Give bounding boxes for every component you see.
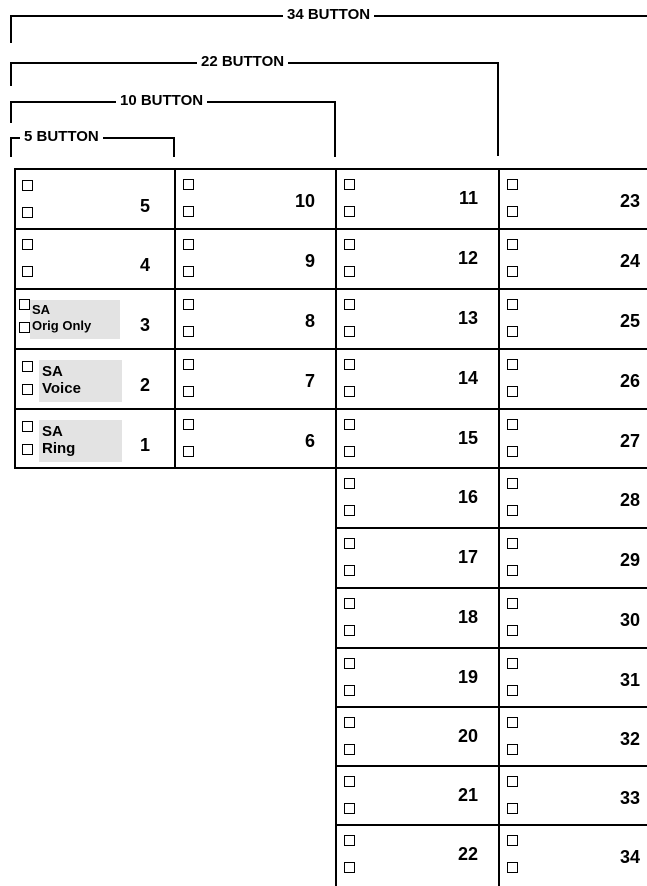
grid-top-border — [14, 168, 647, 170]
grid-hline-right-10 — [335, 765, 647, 767]
button-20-lower-checkbox[interactable] — [344, 744, 355, 755]
button-4-upper-checkbox[interactable] — [22, 239, 33, 250]
sa-ring-line1: SA — [42, 423, 63, 440]
button-number: 12 — [457, 248, 478, 268]
button-number: 23 — [619, 191, 640, 211]
button-8-lower-checkbox[interactable] — [183, 326, 194, 337]
button-number: 15 — [457, 428, 478, 448]
button-number: 26 — [619, 371, 640, 391]
button-number: 22 — [457, 844, 478, 864]
sa-orig-line2: Orig Only — [32, 318, 92, 333]
button-22-lower-checkbox[interactable] — [344, 862, 355, 873]
button-26-lower-checkbox[interactable] — [507, 386, 518, 397]
button-21-lower-checkbox[interactable] — [344, 803, 355, 814]
grid-hline-left-4 — [14, 408, 336, 410]
button-18-lower-checkbox[interactable] — [344, 625, 355, 636]
grid-hline-right-9 — [335, 706, 647, 708]
grid-hline-right-5 — [335, 467, 647, 469]
button-23-upper-checkbox[interactable] — [507, 179, 518, 190]
button-6-lower-checkbox[interactable] — [183, 446, 194, 457]
button-number: 5 — [139, 196, 150, 216]
sa-voice-line1: SA — [42, 363, 63, 380]
grid-hline-right-7 — [335, 587, 647, 589]
button-number: 11 — [458, 188, 478, 208]
button-number: 18 — [457, 607, 478, 627]
button-21-upper-checkbox[interactable] — [344, 776, 355, 787]
button-number: 9 — [304, 251, 315, 271]
bracket-34-left-tick — [10, 15, 12, 43]
button-number: 1 — [139, 435, 150, 455]
button-31-upper-checkbox[interactable] — [507, 658, 518, 669]
button-10-upper-checkbox[interactable] — [183, 179, 194, 190]
grid-hline-right-8 — [335, 647, 647, 649]
button-20-upper-checkbox[interactable] — [344, 717, 355, 728]
button-number: 10 — [294, 191, 315, 211]
grid-hline-left-5 — [14, 467, 336, 469]
button-12-upper-checkbox[interactable] — [344, 239, 355, 250]
sa-voice-line2: Voice — [42, 380, 81, 397]
grid-hline-left-2 — [14, 288, 336, 290]
bracket-22-label: 22 BUTTON — [197, 53, 288, 71]
grid-hline-right-4 — [335, 408, 647, 410]
button-number: 4 — [139, 255, 150, 275]
bracket-5-left-tick — [10, 137, 12, 157]
button-17-lower-checkbox[interactable] — [344, 565, 355, 576]
button-6-upper-checkbox[interactable] — [183, 419, 194, 430]
bracket-10-label: 10 BUTTON — [116, 92, 207, 110]
button-number: 14 — [457, 368, 478, 388]
button-24-upper-checkbox[interactable] — [507, 239, 518, 250]
button-10-lower-checkbox[interactable] — [183, 206, 194, 217]
sa-orig-line1: SA — [32, 302, 51, 317]
button-18-upper-checkbox[interactable] — [344, 598, 355, 609]
button-2-upper-checkbox[interactable] — [22, 361, 33, 372]
grid-hline-left-3 — [14, 348, 336, 350]
button-number: 29 — [619, 550, 640, 570]
button-28-upper-checkbox[interactable] — [507, 478, 518, 489]
button-19-upper-checkbox[interactable] — [344, 658, 355, 669]
bracket-22-left-tick — [10, 62, 12, 86]
button-34-upper-checkbox[interactable] — [507, 835, 518, 846]
button-29-lower-checkbox[interactable] — [507, 565, 518, 576]
button-22-upper-checkbox[interactable] — [344, 835, 355, 846]
button-13-upper-checkbox[interactable] — [344, 299, 355, 310]
button-13-lower-checkbox[interactable] — [344, 326, 355, 337]
button-9-lower-checkbox[interactable] — [183, 266, 194, 277]
button-29-upper-checkbox[interactable] — [507, 538, 518, 549]
button-34-lower-checkbox[interactable] — [507, 862, 518, 873]
button-31-lower-checkbox[interactable] — [507, 685, 518, 696]
bracket-5-right-tick — [173, 137, 175, 157]
bracket-5-label: 5 BUTTON — [20, 128, 103, 146]
button-16-lower-checkbox[interactable] — [344, 505, 355, 516]
button-16-upper-checkbox[interactable] — [344, 478, 355, 489]
button-number: 8 — [304, 311, 315, 331]
button-number: 32 — [619, 729, 640, 749]
button-33-lower-checkbox[interactable] — [507, 803, 518, 814]
button-25-lower-checkbox[interactable] — [507, 326, 518, 337]
button-27-lower-checkbox[interactable] — [507, 446, 518, 457]
grid-hline-right-2 — [335, 288, 647, 290]
button-33-upper-checkbox[interactable] — [507, 776, 518, 787]
bracket-10-right-tick — [334, 101, 336, 157]
button-27-upper-checkbox[interactable] — [507, 419, 518, 430]
button-24-lower-checkbox[interactable] — [507, 266, 518, 277]
button-5-lower-checkbox[interactable] — [22, 207, 33, 218]
button-1-lower-checkbox[interactable] — [22, 444, 33, 455]
sa-ring-line2: Ring — [42, 440, 76, 457]
bracket-22-right-tick — [497, 62, 499, 156]
button-3-lower-checkbox[interactable] — [19, 322, 30, 333]
grid-hline-right-1 — [335, 228, 647, 230]
button-23-lower-checkbox[interactable] — [507, 206, 518, 217]
button-number: 30 — [619, 610, 640, 630]
button-number: 20 — [457, 726, 478, 746]
grid-hline-right-3 — [335, 348, 647, 350]
button-number: 6 — [304, 431, 315, 451]
button-number: 3 — [139, 315, 150, 335]
button-12-lower-checkbox[interactable] — [344, 266, 355, 277]
button-32-lower-checkbox[interactable] — [507, 744, 518, 755]
button-14-upper-checkbox[interactable] — [344, 359, 355, 370]
grid-hline-left-1 — [14, 228, 336, 230]
button-17-upper-checkbox[interactable] — [344, 538, 355, 549]
button-9-upper-checkbox[interactable] — [183, 239, 194, 250]
button-15-lower-checkbox[interactable] — [344, 446, 355, 457]
button-8-upper-checkbox[interactable] — [183, 299, 194, 310]
button-1-upper-checkbox[interactable] — [22, 421, 33, 432]
button-number: 16 — [457, 487, 478, 507]
button-30-upper-checkbox[interactable] — [507, 598, 518, 609]
grid-hline-right-11 — [335, 824, 647, 826]
bracket-34-label: 34 BUTTON — [283, 6, 374, 24]
button-number: 28 — [619, 490, 640, 510]
button-28-lower-checkbox[interactable] — [507, 505, 518, 516]
button-11-upper-checkbox[interactable] — [344, 179, 355, 190]
button-7-lower-checkbox[interactable] — [183, 386, 194, 397]
button-15-upper-checkbox[interactable] — [344, 419, 355, 430]
button-number: 33 — [619, 788, 640, 808]
button-30-lower-checkbox[interactable] — [507, 625, 518, 636]
grid-vline-left — [14, 168, 16, 468]
button-3-upper-checkbox[interactable] — [19, 299, 30, 310]
button-25-upper-checkbox[interactable] — [507, 299, 518, 310]
button-number: 25 — [619, 311, 640, 331]
grid-vline-1 — [174, 168, 176, 468]
sa-ring-label — [39, 420, 122, 462]
button-7-upper-checkbox[interactable] — [183, 359, 194, 370]
sa-voice-label — [39, 360, 122, 402]
button-5-upper-checkbox[interactable] — [22, 180, 33, 191]
button-2-lower-checkbox[interactable] — [22, 384, 33, 395]
button-26-upper-checkbox[interactable] — [507, 359, 518, 370]
sa-orig-only-label — [30, 300, 120, 339]
bracket-10-left-tick — [10, 101, 12, 123]
button-11-lower-checkbox[interactable] — [344, 206, 355, 217]
button-4-lower-checkbox[interactable] — [22, 266, 33, 277]
button-number: 7 — [304, 371, 315, 391]
button-number: 21 — [457, 785, 478, 805]
button-19-lower-checkbox[interactable] — [344, 685, 355, 696]
button-32-upper-checkbox[interactable] — [507, 717, 518, 728]
grid-hline-right-6 — [335, 527, 647, 529]
button-14-lower-checkbox[interactable] — [344, 386, 355, 397]
button-number: 19 — [457, 667, 478, 687]
button-number: 27 — [619, 431, 640, 451]
button-number: 31 — [619, 670, 640, 690]
button-number: 34 — [619, 847, 640, 867]
button-number: 24 — [619, 251, 640, 271]
button-number: 17 — [457, 547, 478, 567]
button-number: 13 — [457, 308, 478, 328]
button-number: 2 — [139, 375, 150, 395]
